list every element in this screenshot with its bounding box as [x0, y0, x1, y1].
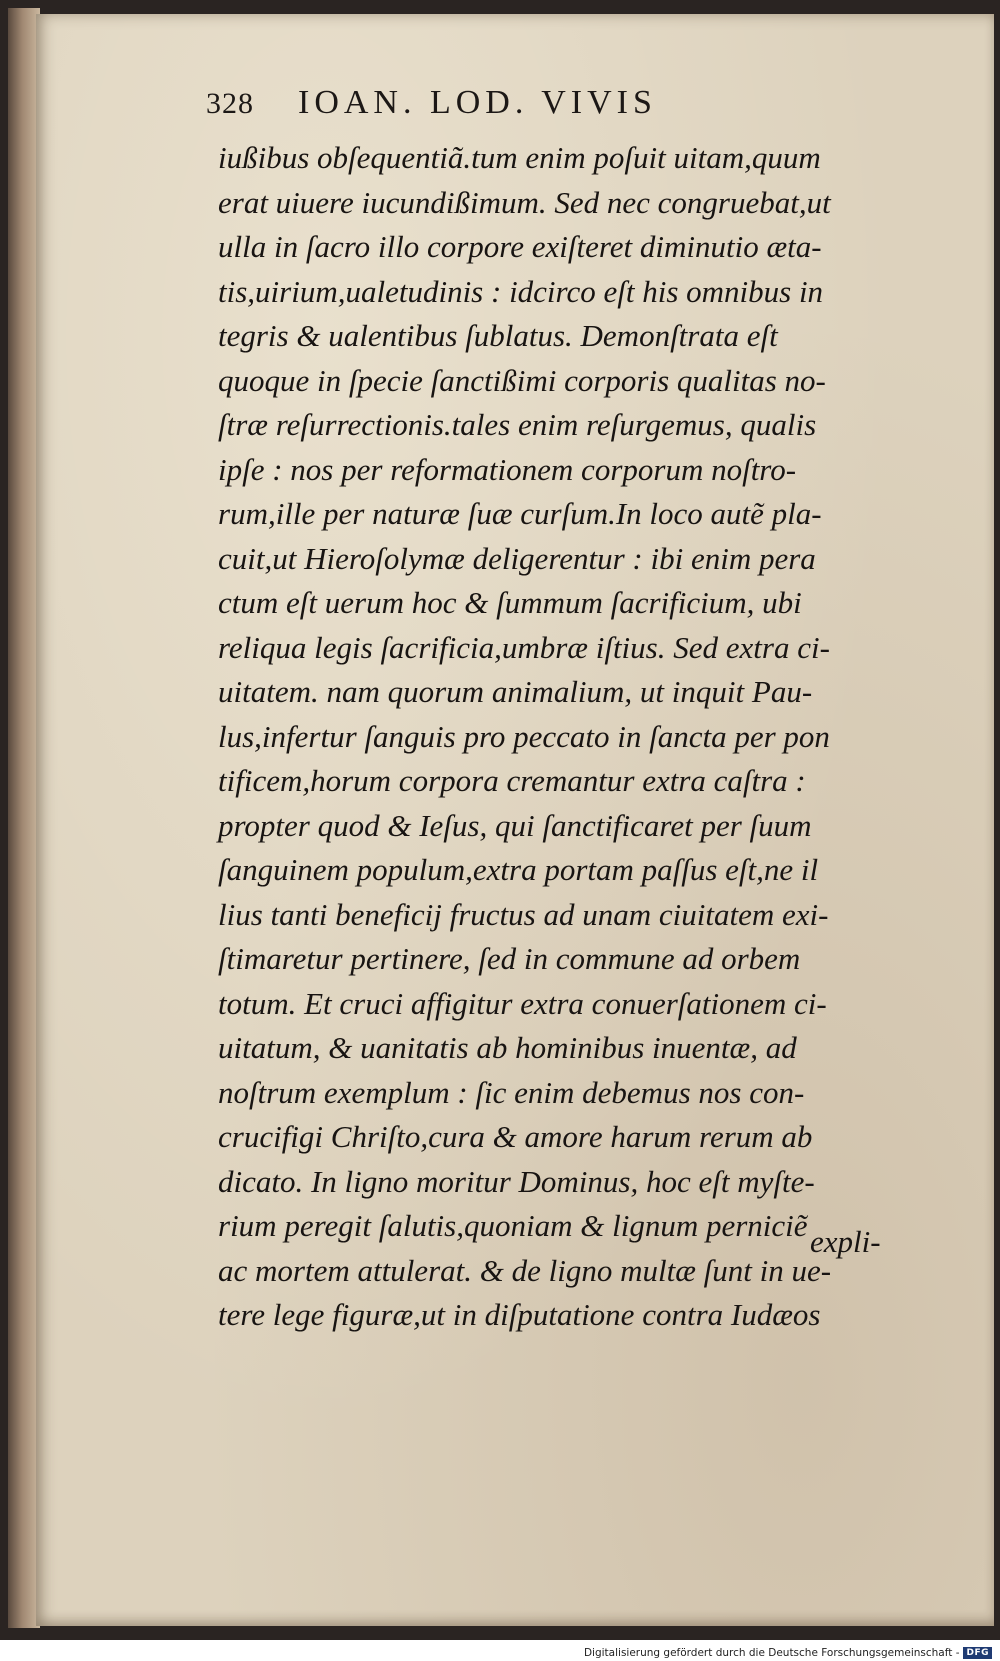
credit-text: Digitalisierung gefördert durch die Deutsche Forschungsgemeinschaft - — [583, 1647, 960, 1659]
text-line: tis,uirium,ualetudinis : idcirco eſt his omnibus in — [218, 273, 824, 309]
text-line: uitatum, & uanitatis ab hominibus inuentæ, ad — [218, 1030, 797, 1065]
text-line: tificem,horum corpora cremantur extra caſtra : — [218, 763, 806, 798]
text-line: iußibus obſequentiã.tum enim poſuit uitam,quum — [218, 140, 821, 175]
text-line: ulla in ſacro illo corpore exiſteret diminutio æta- — [218, 229, 822, 264]
body-text — [218, 136, 880, 1338]
text-line: cuit,ut Hieroſolymæ deligerentur : ibi enim pera — [218, 540, 816, 576]
text-line: totum. Et cruci affigitur extra conuerſationem ci- — [218, 985, 827, 1021]
running-head: IOAN. LOD. VIVIS — [298, 84, 657, 121]
text-line: tegris & ualentibus ſublatus. Demonſtrata eſt — [218, 318, 778, 353]
text-line: crucifigi Chriſto,cura & amore harum rerum ab — [218, 1119, 813, 1154]
text-line: ac mortem attulerat. & de ligno multæ ſunt in ue- — [218, 1252, 832, 1288]
text-line: reliqua legis ſacrificia,umbræ iſtius. Sed extra ci- — [218, 629, 830, 665]
text-line: rum,ille per naturæ ſuæ curſum.In loco autẽ pla- — [218, 496, 822, 531]
text-line: lus,infertur ſanguis pro peccato in ſancta per pon — [218, 718, 830, 754]
text-line: uitatem. nam quorum animalium, ut inquit Pau- — [218, 674, 813, 709]
text-line: rium peregit ſalutis,quoniam & lignum perniciẽ — [218, 1208, 808, 1243]
text-line: lius tanti beneficij fructus ad unam ciuitatem exi- — [218, 896, 829, 932]
page-number: 328 — [206, 87, 254, 120]
text-line: ſtræ reſurrectionis.tales enim reſurgemus, qualis — [218, 407, 817, 442]
text-line: ſtimaretur pertinere, ſed in commune ad orbem — [218, 941, 801, 976]
digitization-credit — [584, 1647, 992, 1659]
catchword: expli- — [810, 1224, 881, 1259]
text-line: tere lege figuræ,ut in diſputatione contra Iudæos — [218, 1297, 821, 1332]
dfg-logo: DFG — [963, 1647, 992, 1659]
text-line: erat uiuere iucundißimum. Sed nec congruebat,ut — [218, 184, 831, 220]
text-line: ctum eſt uerum hoc & ſummum ſacrificium, ubi — [218, 585, 802, 620]
text-line: ſanguinem populum,extra portam paſſus eſt,ne il — [218, 852, 819, 887]
page-header — [206, 84, 826, 124]
text-line: propter quod & Ieſus, qui ſanctificaret per ſuum — [218, 807, 812, 843]
text-line: ipſe : nos per reformationem corporum noſtro- — [218, 451, 797, 487]
text-line: quoque in ſpecie ſanctißimi corporis qualitas no- — [218, 362, 826, 398]
text-line: noſtrum exemplum : ſic enim debemus nos con- — [218, 1074, 805, 1110]
text-line: dicato. In ligno moritur Dominus, hoc eſt myſte- — [218, 1163, 815, 1199]
